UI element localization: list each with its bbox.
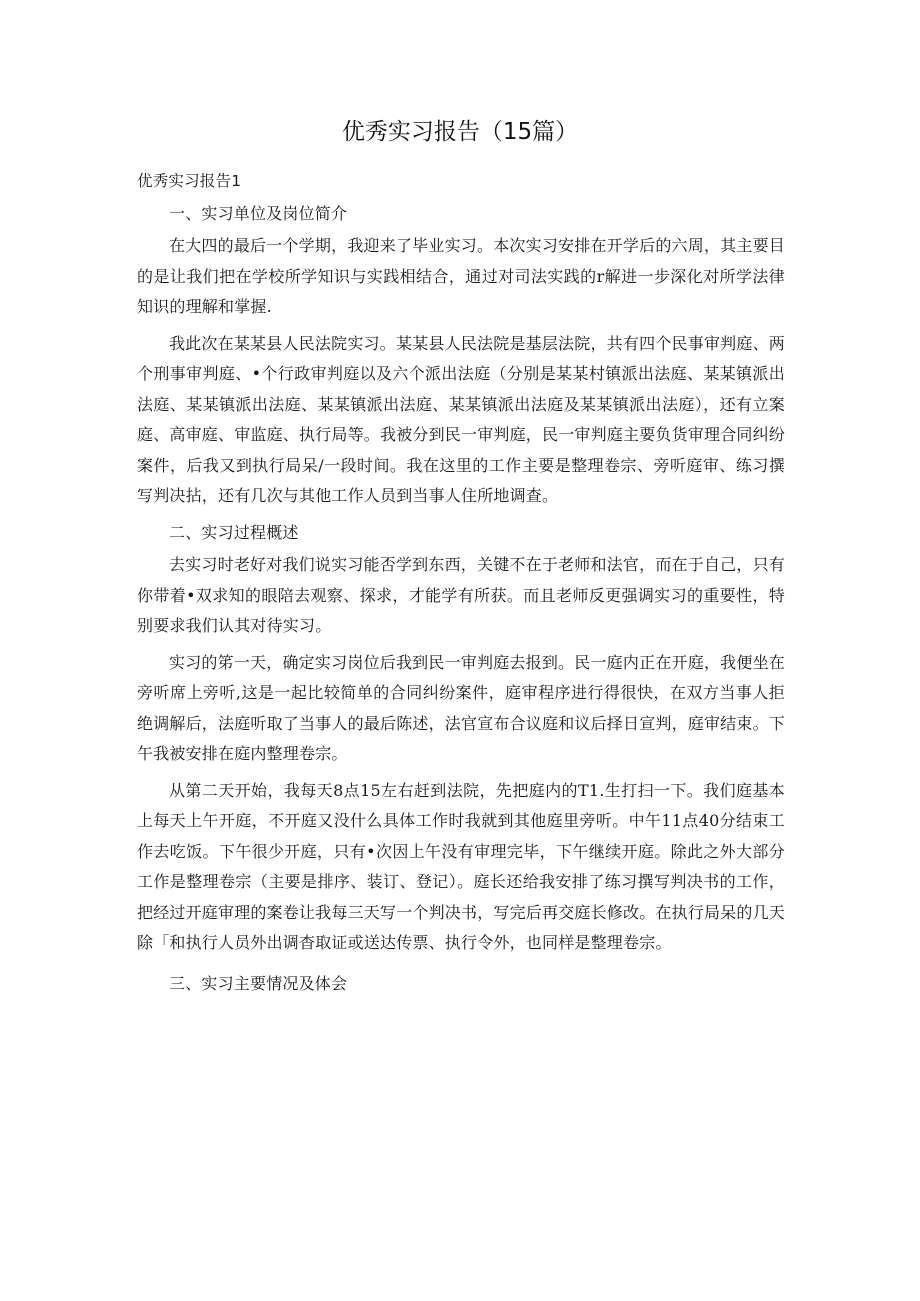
paragraph: 在大四的最后一个学期，我迎来了毕业实习。本次实习安排在开学后的六周，其主要目的是让我们把在学校所学知识与实践相结合，通过对司法实践的r解进一步深化对所学法律知识的理解和掌握. — [137, 236, 785, 316]
document-body — [137, 166, 785, 1001]
paragraph: 从第二天开始，我每天8点15左右赶到法院，先把庭内的T1.生打扫一下。我们庭基本上每天上午开庭，不开庭又没什么具体工作时我就到其他庭里旁听。中午11点40分结束工作去吃饭。下午很少开庭，只有•次因上午没有审理完毕，下午继续开庭。除此之外大部分工作是整理卷宗（主要是排序、装订、登记）。庭长还给我安排了练习撰写判决书的工作，把经过开庭审理的案卷让我每三天写一个判决书，写完后再交庭长修改。在执行局呆的几天除「和执行人员外出调杳取证或送达传票、执行令外，也同样是整理卷宗。 — [137, 780, 786, 952]
report-subtitle: 优秀实习报告1 — [137, 172, 242, 190]
section-heading: 一、实习单位及岗位简介 — [169, 203, 348, 223]
paragraph: 去实习时老好对我们说实习能否学到东西，关键不在于老师和法官，而在于自己，只有你带着•双求知的眼陪去观察、探求，才能学有所获。而且老师反更强调实习的重要性，特别要求我们认其对待实习。 — [137, 555, 785, 635]
paragraph: 我此次在某某县人民法院实习。某某县人民法院是基层法院，共有四个民事审判庭、两个刑事审判庭、•个行政审判庭以及六个派出法庭（分别是某某村镇派出法庭、某某镇派出法庭、某某镇派出法庭、某某镇派出法庭、某某镇派出法庭及某某镇派出法庭），还有立案庭、高审庭、审监庭、执行局等。我被分到民一审判庭，民一审判庭主要负货审理合同纠纷案件，后我又到执行局呆/一段时间。我在这里的工作主要是整理卷宗、旁听庭审、练习撰写判决拈，还有几次与其他工作人员到当事人住所地调查。 — [137, 333, 786, 505]
section-heading: 三、实习主要情况及体会 — [169, 973, 348, 993]
paragraph: 实习的笫一天，确定实习岗位后我到民一审判庭去报到。民一庭内正在开庭，我便坐在旁听席上旁听,这是一起比较简单的合同纠纷案件，庭审程序进行得很快，在双方当事人拒绝调解后，法庭听取了当事人的最后陈述，法官宣布合议庭和议后择日宣判，庭审结束。下午我被安排在庭内整理卷宗。 — [137, 652, 786, 763]
document-title: 优秀实习报告（15篇） — [341, 119, 579, 145]
section-heading: 二、实习过程概述 — [169, 522, 299, 542]
